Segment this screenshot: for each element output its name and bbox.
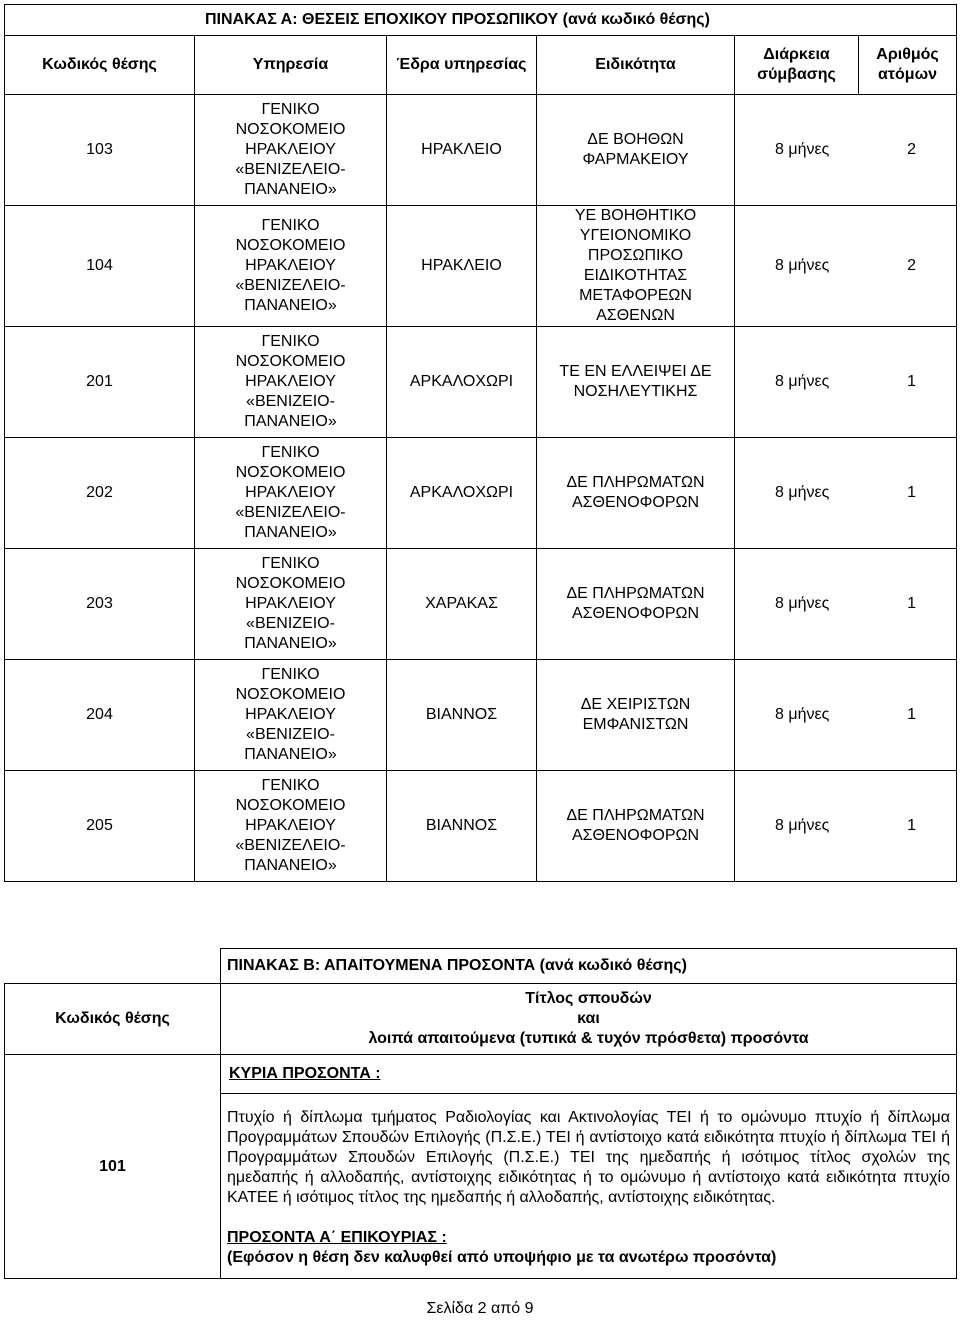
row-duration: 8 μήνες <box>775 817 830 834</box>
row-seat: ΒΙΑΝΝΟΣ <box>387 660 537 771</box>
table-row <box>5 660 957 771</box>
row-duration-count <box>735 549 957 660</box>
table-row <box>5 95 957 206</box>
row-count: 1 <box>907 484 917 501</box>
table-row <box>5 438 957 549</box>
row-duration-count <box>735 206 957 327</box>
table-b-code: 101 <box>5 1055 221 1279</box>
header-service: Υπηρεσία <box>195 36 387 95</box>
main-qualifications-text: Πτυχίο ή δίπλωμα τμήματος Ραδιολογίας και Ακτινολογίας ΤΕΙ ή το ομώνυμο πτυχίο ή δίπλωμα Προγραμμάτων Σπουδών Επιλογής (Π.Σ.Ε.) ΤΕΙ ή αντίστοιχο κατά ειδικότητα πτυχίο ή δίπλωμα ΤΕΙ ή Προγραμμάτων Σπουδών Επιλογής (Π.Σ.Ε.) ΤΕΙ της ημεδαπής ή ισότιμος τίτλος σχολών της ημεδαπής ή αλλοδαπής, αντίστοιχης ειδικότητας ή το ομώνυμο ή αντίστοιχο κατά ειδικότητα πτυχίο ΚΑΤΕΕ ή ισότιμος τίτλος της ημεδαπής ή αλλοδαπής, αντίστοιχης ειδικότητας. <box>227 1109 950 1206</box>
table-row <box>5 771 957 882</box>
row-duration-count <box>735 771 957 882</box>
row-duration-count <box>735 327 957 438</box>
row-code: 103 <box>5 95 195 206</box>
row-duration: 8 μήνες <box>775 373 830 390</box>
row-duration: 8 μήνες <box>775 484 830 501</box>
row-specialty: ΔΕ ΒΟΗΘΩΝ ΦΑΡΜΑΚΕΙΟΥ <box>537 95 735 206</box>
row-service: ΓΕΝΙΚΟ ΝΟΣΟΚΟΜΕΙΟ ΗΡΑΚΛΕΙΟΥ «ΒΕΝΙΖΕΛΕΙΟ-ΠΑΝΑΝΕΙΟ» <box>195 771 387 882</box>
row-specialty: ΔΕ ΧΕΙΡΙΣΤΩΝ ΕΜΦΑΝΙΣΤΩΝ <box>537 660 735 771</box>
table-row <box>5 206 957 327</box>
table-b-code-header: Κωδικός θέσης <box>5 984 221 1055</box>
table-b-title: ΠΙΝΑΚΑΣ Β: ΑΠΑΙΤΟΥΜΕΝΑ ΠΡΟΣΟΝΤΑ (ανά κωδικό θέσης) <box>221 949 957 984</box>
row-duration-count <box>735 95 957 206</box>
table-b <box>4 948 957 1279</box>
row-code: 104 <box>5 206 195 327</box>
row-seat: ΑΡΚΑΛΟΧΩΡΙ <box>387 327 537 438</box>
row-seat: ΗΡΑΚΛΕΙΟ <box>387 95 537 206</box>
row-code: 201 <box>5 327 195 438</box>
row-count: 2 <box>907 257 917 274</box>
table-b-requirements-header <box>221 984 957 1055</box>
row-count: 1 <box>907 595 917 612</box>
req-header-line1: Τίτλος σπουδών <box>525 990 652 1007</box>
page-footer: Σελίδα 2 από 9 <box>426 1300 534 1317</box>
row-specialty: ΔΕ ΠΛΗΡΩΜΑΤΩΝ ΑΣΘΕΝΟΦΟΡΩΝ <box>537 549 735 660</box>
row-seat: ΧΑΡΑΚΑΣ <box>387 549 537 660</box>
row-duration: 8 μήνες <box>775 141 830 158</box>
main-qualifications-label-cell <box>221 1055 957 1094</box>
row-seat: ΗΡΑΚΛΕΙΟ <box>387 206 537 327</box>
row-specialty: ΔΕ ΠΛΗΡΩΜΑΤΩΝ ΑΣΘΕΝΟΦΟΡΩΝ <box>537 771 735 882</box>
row-count: 1 <box>907 706 917 723</box>
row-duration-count <box>735 438 957 549</box>
main-qualifications-label: ΚΥΡΙΑ ΠΡΟΣΟΝΤΑ : <box>229 1065 381 1082</box>
table-a-title: ΠΙΝΑΚΑΣ Α: ΘΕΣΕΙΣ ΕΠΟΧΙΚΟΥ ΠΡΟΣΩΠΙΚΟΥ (ανά κωδικό θέσης) <box>5 5 957 36</box>
row-count: 1 <box>907 817 917 834</box>
table-row <box>5 327 957 438</box>
row-specialty: ΥΕ ΒΟΗΘΗΤΙΚΟ ΥΓΕΙΟΝΟΜΙΚΟ ΠΡΟΣΩΠΙΚΟ ΕΙΔΙΚΟΤΗΤΑΣ ΜΕΤΑΦΟΡΕΩΝ ΑΣΘΕΝΩΝ <box>537 206 735 327</box>
row-count: 1 <box>907 373 917 390</box>
row-count: 2 <box>907 141 917 158</box>
header-specialty: Ειδικότητα <box>537 36 735 95</box>
row-duration: 8 μήνες <box>775 595 830 612</box>
secondary-qualifications-label: ΠΡΟΣΟΝΤΑ Α΄ ΕΠΙΚΟΥΡΙΑΣ : <box>227 1229 447 1246</box>
row-code: 202 <box>5 438 195 549</box>
secondary-qualifications-text: (Εφόσον η θέση δεν καλυφθεί από υποψήφιο με τα ανωτέρω προσόντα) <box>227 1249 777 1266</box>
row-duration: 8 μήνες <box>775 706 830 723</box>
row-service: ΓΕΝΙΚΟ ΝΟΣΟΚΟΜΕΙΟ ΗΡΑΚΛΕΙΟΥ «ΒΕΝΙΖΕΛΕΙΟ-ΠΑΝΑΝΕΙΟ» <box>195 438 387 549</box>
row-code: 203 <box>5 549 195 660</box>
row-specialty: ΤΕ ΕΝ ΕΛΛΕΙΨΕΙ ΔΕ ΝΟΣΗΛΕΥΤΙΚΗΣ <box>537 327 735 438</box>
req-header-line3: λοιπά απαιτούμενα (τυπικά & τυχόν πρόσθετα) προσόντα <box>368 1030 809 1047</box>
row-service: ΓΕΝΙΚΟ ΝΟΣΟΚΟΜΕΙΟ ΗΡΑΚΛΕΙΟΥ «ΒΕΝΙΖΕΙΟ-ΠΑΝΑΝΕΙΟ» <box>195 660 387 771</box>
row-service: ΓΕΝΙΚΟ ΝΟΣΟΚΟΜΕΙΟ ΗΡΑΚΛΕΙΟΥ «ΒΕΝΙΖΕΙΟ-ΠΑΝΑΝΕΙΟ» <box>195 327 387 438</box>
row-service: ΓΕΝΙΚΟ ΝΟΣΟΚΟΜΕΙΟ ΗΡΑΚΛΕΙΟΥ «ΒΕΝΙΖΕΙΟ-ΠΑΝΑΝΕΙΟ» <box>195 549 387 660</box>
table-row <box>5 549 957 660</box>
row-seat: ΑΡΚΑΛΟΧΩΡΙ <box>387 438 537 549</box>
row-code: 204 <box>5 660 195 771</box>
table-a <box>4 4 957 882</box>
row-duration: 8 μήνες <box>775 257 830 274</box>
table-a-header-row <box>5 36 957 95</box>
row-duration-count <box>735 660 957 771</box>
qualifications-body <box>221 1094 957 1279</box>
row-seat: ΒΙΑΝΝΟΣ <box>387 771 537 882</box>
header-count: Αριθμός ατόμων <box>859 36 957 95</box>
row-specialty: ΔΕ ΠΛΗΡΩΜΑΤΩΝ ΑΣΘΕΝΟΦΟΡΩΝ <box>537 438 735 549</box>
header-code: Κωδικός θέσης <box>5 36 195 95</box>
row-service: ΓΕΝΙΚΟ ΝΟΣΟΚΟΜΕΙΟ ΗΡΑΚΛΕΙΟΥ «ΒΕΝΙΖΕΛΕΙΟ-ΠΑΝΑΝΕΙΟ» <box>195 95 387 206</box>
row-code: 205 <box>5 771 195 882</box>
header-seat: Έδρα υπηρεσίας <box>387 36 537 95</box>
row-service: ΓΕΝΙΚΟ ΝΟΣΟΚΟΜΕΙΟ ΗΡΑΚΛΕΙΟΥ «ΒΕΝΙΖΕΛΕΙΟ-ΠΑΝΑΝΕΙΟ» <box>195 206 387 327</box>
req-header-line2: και <box>577 1010 600 1027</box>
header-duration: Διάρκεια σύμβασης <box>735 36 859 95</box>
